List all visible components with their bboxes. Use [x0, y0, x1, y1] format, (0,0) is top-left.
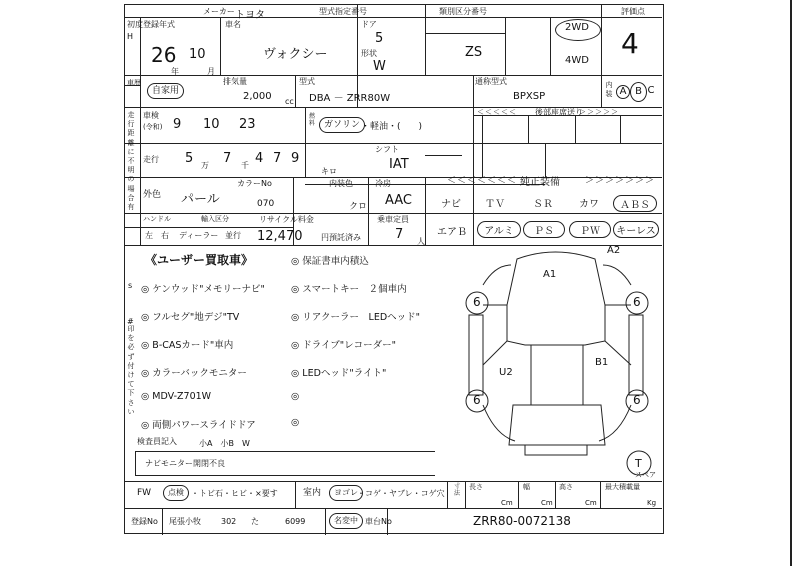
mileage-digit-4: 7	[273, 151, 282, 166]
color-label: 外色	[143, 190, 162, 200]
capacity-unit: 人	[417, 237, 425, 246]
fuel-selected: ガソリン	[319, 117, 365, 133]
transmission-4wd: 4WD	[565, 55, 589, 66]
equip-alloy: アルミ	[477, 221, 521, 238]
class-label: 類別区分番号	[439, 7, 487, 16]
diagram-left-side	[469, 315, 483, 395]
grade-label: 評価点	[621, 7, 645, 16]
room-selected: ヨゴレ	[329, 485, 363, 501]
capacity-label: 乗車定員	[377, 215, 409, 224]
interior-color-value: クロ	[349, 202, 368, 212]
unit-man: 万	[201, 161, 209, 170]
car-name: ヴォクシー	[263, 47, 328, 62]
mark-hash: #	[127, 317, 134, 326]
chassis-value: ZRR80-0072138	[473, 514, 571, 528]
ac-value: AAC	[385, 193, 412, 208]
reg-class: 302	[221, 517, 237, 526]
fuel-label: 燃料	[308, 113, 315, 127]
type-label: 型式	[299, 77, 315, 86]
interior-grade-c: C	[647, 85, 655, 96]
option-blank-1: ◎	[291, 391, 300, 402]
page-edge-line	[790, 0, 792, 566]
equip-pw: ＰＷ	[569, 221, 611, 238]
option-rear-cooler: ◎ リアクーラー LEDヘッド"	[291, 312, 421, 323]
transmission-2wd: 2WD	[565, 22, 589, 33]
maker-value: トヨタ	[235, 10, 265, 21]
recycle-label: リサイクル料金	[259, 215, 314, 224]
equip-label: 純正装備	[520, 177, 560, 188]
equip-arrows-right: ＞＞＞＞＞＞＞	[585, 176, 656, 186]
shift-value: IAT	[389, 157, 409, 172]
option-mdv: ◎ MDV-Z701W	[141, 391, 212, 402]
handle-left: 左	[145, 231, 153, 240]
room-rest: ・コゲ・ヤブレ・コゲ穴	[357, 489, 445, 498]
option-drive-recorder: ◎ ドライブ"レコーダー"	[291, 340, 396, 351]
color-value: パール	[181, 192, 220, 207]
inspection-label: 車検	[143, 111, 159, 120]
maker-label: メーカー	[203, 7, 235, 16]
rear-seats-arrows: ＜＜＜＜＜	[477, 108, 517, 116]
equip-leather: カワ	[579, 199, 599, 210]
inspection-year: 9	[173, 117, 182, 132]
mileage-digit-3: 4	[255, 151, 264, 166]
diagram-bumper	[525, 445, 587, 455]
fw-rest: ・トビ石・ヒビ・×要す	[191, 489, 278, 498]
option-bcas-card: ◎ B-CASカード"車内	[141, 340, 234, 351]
left-note-1: 走行距離に不明の場合有	[127, 111, 135, 212]
option-power-slide: ◎ 両側パワースライドドア	[141, 420, 256, 431]
diagram-right-side	[629, 315, 643, 395]
max-load-kg: Kg	[647, 499, 657, 507]
fw-selected: 点検	[163, 485, 189, 501]
doors-label: ドア	[361, 20, 377, 29]
shape-value: W	[373, 59, 386, 74]
tire-mark-fr: 6	[633, 295, 641, 309]
equip-navi: ナビ	[441, 199, 461, 210]
mark-s: s	[128, 281, 133, 290]
rear-seats-arrows-right: ＞＞＞＞＞	[579, 108, 619, 116]
damage-mark-a1: A1	[543, 269, 557, 280]
month-unit: 月	[207, 67, 215, 76]
diagram-right-front-fender	[603, 265, 631, 285]
model-designation-label: 型式指定番号	[319, 7, 367, 16]
inspector-label: 検査員記入	[137, 437, 177, 446]
options-title: 《ユーザー買取車》	[145, 253, 254, 267]
import-label: 輸入区分	[201, 215, 229, 223]
displacement-unit: cc	[285, 97, 294, 106]
grade-value: 4	[621, 27, 639, 60]
damage-mark-a2: A2	[607, 245, 621, 256]
length-label: 長さ	[469, 483, 483, 491]
diagram-rear	[509, 405, 605, 445]
approval-value: BPXSP	[513, 91, 546, 102]
reg-place: 尾張小牧	[169, 517, 201, 526]
color-no-value: 070	[257, 199, 275, 209]
unit-km: キロ	[321, 167, 337, 176]
mileage-digit-1: 5	[185, 151, 194, 166]
mileage-digit-5: 9	[291, 151, 300, 166]
dims-label: 寸法	[453, 483, 460, 497]
diagram-left-front-fender	[483, 265, 511, 285]
reg-label: 登録No	[131, 517, 158, 526]
h-mark: H	[127, 32, 134, 41]
left-note-2: 印を必ず付けて下さい	[127, 325, 135, 416]
tire-mark-fl: 6	[473, 295, 481, 309]
length-cm: Cm	[501, 499, 513, 507]
option-fullseg-tv: ◎ フルセグ"地デジ"TV	[141, 312, 240, 323]
doors-value: 5	[375, 31, 384, 46]
tire-mark-rr: 6	[633, 393, 641, 407]
option-smart-key: ◎ スマートキー ２個車内	[291, 284, 407, 295]
interior-color-label: 内装色	[329, 179, 353, 188]
damage-mark-b1: B1	[595, 357, 609, 368]
rear-seats-label: 後部座席送り	[535, 108, 583, 117]
option-blank-2: ◎	[291, 417, 300, 428]
spare-mark: T	[635, 457, 642, 470]
displacement-value: 2,000	[243, 91, 272, 102]
import-parallel: 並行	[225, 231, 241, 240]
fw-label: FW	[137, 488, 152, 498]
color-no-label: カラーNo	[237, 179, 272, 188]
model-grade: ZS	[465, 45, 483, 60]
usage-label: 車歴	[127, 79, 141, 87]
option-warranty: ◎ 保証書車内積込	[291, 256, 369, 267]
unit-sen: 千	[241, 161, 249, 170]
tire-mark-rl: 6	[473, 393, 481, 407]
option-back-monitor: ◎ カラーバックモニター	[141, 368, 247, 379]
spare-label: スペア	[635, 471, 656, 479]
equip-abs: ＡＢＳ	[613, 195, 657, 212]
inspector-box-left	[135, 451, 136, 475]
interior-label: 内装	[605, 81, 613, 99]
car-name-label: 車名	[225, 20, 241, 29]
chassis-label: 車台No	[365, 517, 392, 526]
approval-label: 通称型式	[475, 77, 507, 86]
equip-keyless: キーレス	[613, 221, 659, 238]
registration-month: 10	[189, 47, 206, 62]
equip-tv: ＴＶ	[485, 199, 505, 210]
inspection-day: 23	[239, 117, 256, 132]
shift-label: シフト	[375, 145, 399, 154]
equip-sr: ＳＲ	[533, 199, 553, 210]
width-cm: Cm	[541, 499, 553, 507]
year-unit: 年	[171, 67, 179, 76]
inspector-note: ナビモニター開閉不良	[145, 459, 225, 468]
inspector-box-bottom	[135, 475, 435, 476]
name-change: 名変中	[329, 513, 363, 529]
handle-label: ハンドル	[143, 215, 171, 223]
equip-airbag: エアＢ	[437, 227, 467, 238]
displacement-label: 排気量	[223, 77, 247, 86]
import-dealer: ディーラー	[179, 231, 219, 240]
reg-number: 6099	[285, 517, 306, 526]
shape-label: 形状	[361, 49, 377, 58]
option-led-headlight: ◎ LEDヘッド"ライト"	[291, 368, 387, 379]
equip-arrows-left: ＜＜＜＜＜＜＜	[447, 176, 518, 186]
fuel-rest: ・軽油・( )	[361, 122, 423, 132]
auction-sheet	[124, 4, 664, 534]
room-label: 室内	[303, 488, 322, 498]
damage-mark-u2: U2	[499, 367, 513, 378]
inspector-marks: 小A 小B W	[199, 439, 250, 448]
capacity-value: 7	[395, 227, 404, 242]
width-label: 幅	[523, 483, 530, 491]
inspection-month: 10	[203, 117, 220, 132]
equip-ps: ＰＳ	[523, 221, 565, 238]
registration-year: 26	[151, 43, 177, 67]
option-kenwood-navi: ◎ ケンウッド"メモリーナビ"	[141, 284, 265, 295]
registration-label: 初度登録年式	[127, 20, 175, 29]
usage-value: 自家用	[147, 83, 184, 99]
recycle-status: 円預託済み	[321, 233, 361, 242]
ac-label: 冷房	[375, 179, 391, 188]
height-label: 高さ	[559, 483, 573, 491]
reg-kana: た	[251, 517, 259, 526]
damage-diagram	[455, 245, 661, 481]
recycle-fee: 12,470	[257, 229, 303, 244]
interior-grade-a: A	[616, 85, 630, 99]
height-cm: Cm	[585, 499, 597, 507]
handle-right: 右	[161, 231, 169, 240]
diagram-center	[531, 345, 583, 405]
mileage-label: 走行	[143, 155, 159, 164]
inspection-era: (令和)	[143, 123, 163, 131]
mileage-digit-2: 7	[223, 151, 232, 166]
inspector-divider	[135, 451, 435, 452]
interior-grade-b-selected: B	[630, 82, 647, 102]
diagram-roof-outline	[507, 252, 605, 345]
max-load-label: 最大積載量	[605, 483, 640, 491]
type-value: DBA － ZRR80W	[309, 93, 391, 104]
